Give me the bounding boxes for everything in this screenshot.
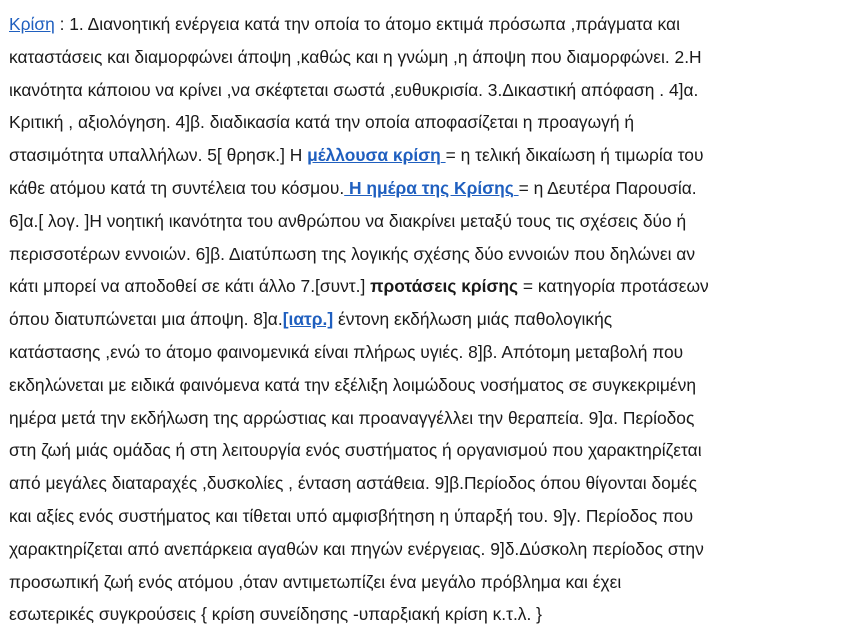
definition-text: : 1. Διανοητική ενέργεια κατά την οποία το άτομο εκτιμά πρόσωπα ,πράγματα και <box>54 14 680 34</box>
definition-text: Κριτική , αξιολόγηση. 4]β. διαδικασία κατά την οποία αποφασίζεται η προαγωγή ή <box>9 112 635 133</box>
definition-text: στη ζωή μιάς ομάδας ή στη λειτουργία ενός συστήματος ή οργανισμού που χαρακτηρίζεται <box>9 440 702 461</box>
definition-text: ικανότητα κάποιου να κρίνει ,να σκέφτεται σωστά ,ευθυκρισία. 3.Δικαστική απόφαση . 4]α. <box>9 79 699 100</box>
entry-line-8 <box>9 238 849 271</box>
mellousa-krisi-link[interactable]: μέλλουσα κρίση <box>307 145 441 166</box>
definition-text: εσωτερικές συγκρούσεις { κρίση συνείδησης -υπαρξιακή κρίση κ.τ.λ. } <box>9 604 542 625</box>
imera-krisis-link[interactable]: Η ημέρα της Κρίσης <box>344 177 514 198</box>
entry-line-5 <box>9 139 849 172</box>
dictionary-entry <box>9 8 849 631</box>
definition-text: καταστάσεις και διαμορφώνει άποψη ,καθώς και η γνώμη ,η άποψη που διαμορφώνει. 2.Η <box>9 46 702 67</box>
entry-line-15 <box>9 467 849 500</box>
entry-line-17 <box>9 533 849 566</box>
headword-link[interactable]: Κρίση <box>9 14 55 34</box>
definition-text: έντονη εκδήλωση μιάς παθολογικής <box>333 309 613 330</box>
definition-text: ημέρα μετά την εκδήλωση της αρρώστιας και προαναγγέλλει την θεραπεία. 9]α. Περίοδος <box>9 407 695 428</box>
definition-text: κάτι μπορεί να αποδοθεί σε κάτι άλλο 7.[συντ.] <box>9 276 371 297</box>
definition-text: περισσοτέρων εννοιών. 6]β. Διατύπωση της λογικής σχέσης δύο εννοιών που δηλώνει αν <box>9 243 696 264</box>
definition-text: εκδηλώνεται με ειδικά φαινόμενα κατά την εξέλιξη λοιμώδους νοσήματος σε συγκεκριμένη <box>9 374 697 395</box>
definition-text: 6]α.[ λογ. ]Η νοητική ικανότητα του ανθρώπου να διακρίνει μεταξύ τους τις σχέσεις δύο ή <box>9 210 687 231</box>
definition-text: προσωπική ζωή ενός ατόμου ,όταν αντιμετωπίζει ένα μεγάλο πρόβλημα και έχει <box>9 571 622 592</box>
protaseis-krisis-term: προτάσεις κρίσης <box>370 276 519 297</box>
entry-line-9 <box>9 270 849 303</box>
definition-text: και αξίες ενός συστήματος και τίθεται υπό αμφισβήτηση η ύπαρξή του. 9]γ. Περίοδος που <box>9 505 694 526</box>
entry-line-4 <box>9 106 849 139</box>
entry-line-13 <box>9 402 849 435</box>
entry-line-6 <box>9 172 849 205</box>
entry-line-11 <box>9 336 849 369</box>
definition-text: κατάστασης ,ενώ το άτομο φαινομενικά είναι πλήρως υγιές. 8]β. Απότομη μεταβολή που <box>9 341 684 362</box>
entry-line-16 <box>9 500 849 533</box>
entry-line-1 <box>9 8 849 41</box>
definition-text: χαρακτηρίζεται από ανεπάρκεια αγαθών και πηγών ενέργειας. 9]δ.Δύσκολη περίοδος στην <box>9 538 704 559</box>
definition-text: όπου διατυπώνεται μια άποψη. 8]α. <box>9 309 283 330</box>
definition-text: = κατηγορία προτάσεων <box>518 276 709 297</box>
entry-line-18 <box>9 566 849 599</box>
entry-line-3 <box>9 74 849 107</box>
iatr-link[interactable]: [ιατρ.] <box>282 309 334 330</box>
entry-line-14 <box>9 434 849 467</box>
definition-text: κάθε ατόμου κατά τη συντέλεια του κόσμου. <box>9 177 345 198</box>
definition-text: = η Δευτέρα Παρουσία. <box>518 177 697 198</box>
entry-line-2 <box>9 41 849 74</box>
definition-text: = η τελική δικαίωση ή τιμωρία του <box>445 145 704 166</box>
definition-text: στασιμότητα υπαλλήλων. 5[ θρησκ.] Η <box>9 145 308 166</box>
entry-line-19 <box>9 598 849 631</box>
definition-text: από μεγάλες διαταραχές ,δυσκολίες , ένταση αστάθεια. 9]β.Περίοδος όπου θίγονται δομές <box>9 473 697 494</box>
entry-line-10 <box>9 303 849 336</box>
entry-line-12 <box>9 369 849 402</box>
entry-line-7 <box>9 205 849 238</box>
